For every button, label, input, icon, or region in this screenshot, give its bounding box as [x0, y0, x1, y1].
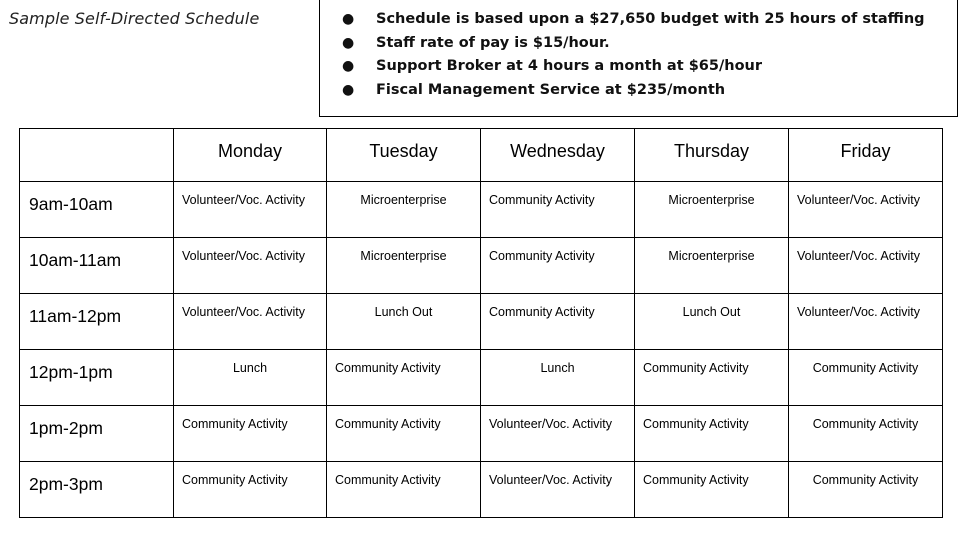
- day-header: Thursday: [635, 129, 789, 182]
- header-row: [20, 129, 943, 182]
- schedule-table: [19, 128, 943, 518]
- activity-cell: Community Activity: [635, 350, 789, 406]
- note-item: [342, 56, 957, 80]
- day-header: Friday: [789, 129, 943, 182]
- time-slot: 1pm-2pm: [20, 406, 174, 462]
- time-slot: 10am-11am: [20, 238, 174, 294]
- time-slot: 9am-10am: [20, 182, 174, 238]
- activity-cell: Community Activity: [481, 294, 635, 350]
- activity-cell: Community Activity: [327, 462, 481, 518]
- activity-cell: Community Activity: [789, 406, 943, 462]
- activity-cell: Community Activity: [174, 406, 327, 462]
- note-text: Fiscal Management Service at $235/month: [376, 82, 726, 99]
- activity-cell: Community Activity: [174, 462, 327, 518]
- activity-cell: Lunch Out: [327, 294, 481, 350]
- bullet-icon: ●: [342, 82, 355, 99]
- note-text: Schedule is based upon a $27,650 budget with 25 hours of staffing: [376, 11, 925, 27]
- activity-cell: Community Activity: [635, 462, 789, 518]
- activity-cell: Microenterprise: [635, 238, 789, 294]
- note-text: Staff rate of pay is $15/hour.: [376, 34, 610, 51]
- day-header: Tuesday: [327, 129, 481, 182]
- activity-cell: Volunteer/Voc. Activity: [481, 462, 635, 518]
- activity-cell: Volunteer/Voc. Activity: [789, 238, 943, 294]
- bullet-icon: ●: [342, 11, 355, 27]
- note-item: [342, 9, 957, 33]
- budget-notes-box: [319, 0, 958, 117]
- activity-cell: Community Activity: [327, 350, 481, 406]
- activity-cell: Community Activity: [481, 182, 635, 238]
- note-item: [342, 33, 957, 57]
- activity-cell: Community Activity: [789, 350, 943, 406]
- bullet-icon: ●: [342, 34, 355, 51]
- page-title: Sample Self-Directed Schedule: [9, 9, 260, 28]
- time-slot: 2pm-3pm: [20, 462, 174, 518]
- day-header: Monday: [174, 129, 327, 182]
- note-text: Support Broker at 4 hours a month at $65/hour: [376, 58, 763, 75]
- corner-cell: [20, 129, 174, 182]
- activity-cell: Volunteer/Voc. Activity: [789, 182, 943, 238]
- activity-cell: Volunteer/Voc. Activity: [174, 182, 327, 238]
- activity-cell: Lunch Out: [635, 294, 789, 350]
- day-header: Wednesday: [481, 129, 635, 182]
- activity-cell: Volunteer/Voc. Activity: [174, 294, 327, 350]
- time-slot: 12pm-1pm: [20, 350, 174, 406]
- activity-cell: Volunteer/Voc. Activity: [789, 294, 943, 350]
- activity-cell: Microenterprise: [635, 182, 789, 238]
- activity-cell: Volunteer/Voc. Activity: [481, 406, 635, 462]
- table-row: [20, 182, 943, 238]
- budget-notes-list: [320, 0, 957, 104]
- bullet-icon: ●: [342, 58, 355, 75]
- activity-cell: Volunteer/Voc. Activity: [174, 238, 327, 294]
- table-row: [20, 462, 943, 518]
- activity-cell: Community Activity: [327, 406, 481, 462]
- table-row: [20, 294, 943, 350]
- activity-cell: Community Activity: [481, 238, 635, 294]
- note-item: [342, 80, 957, 104]
- table-row: [20, 406, 943, 462]
- activity-cell: Microenterprise: [327, 238, 481, 294]
- activity-cell: Lunch: [174, 350, 327, 406]
- activity-cell: Community Activity: [635, 406, 789, 462]
- time-slot: 11am-12pm: [20, 294, 174, 350]
- table-row: [20, 350, 943, 406]
- table-row: [20, 238, 943, 294]
- activity-cell: Community Activity: [789, 462, 943, 518]
- activity-cell: Microenterprise: [327, 182, 481, 238]
- activity-cell: Lunch: [481, 350, 635, 406]
